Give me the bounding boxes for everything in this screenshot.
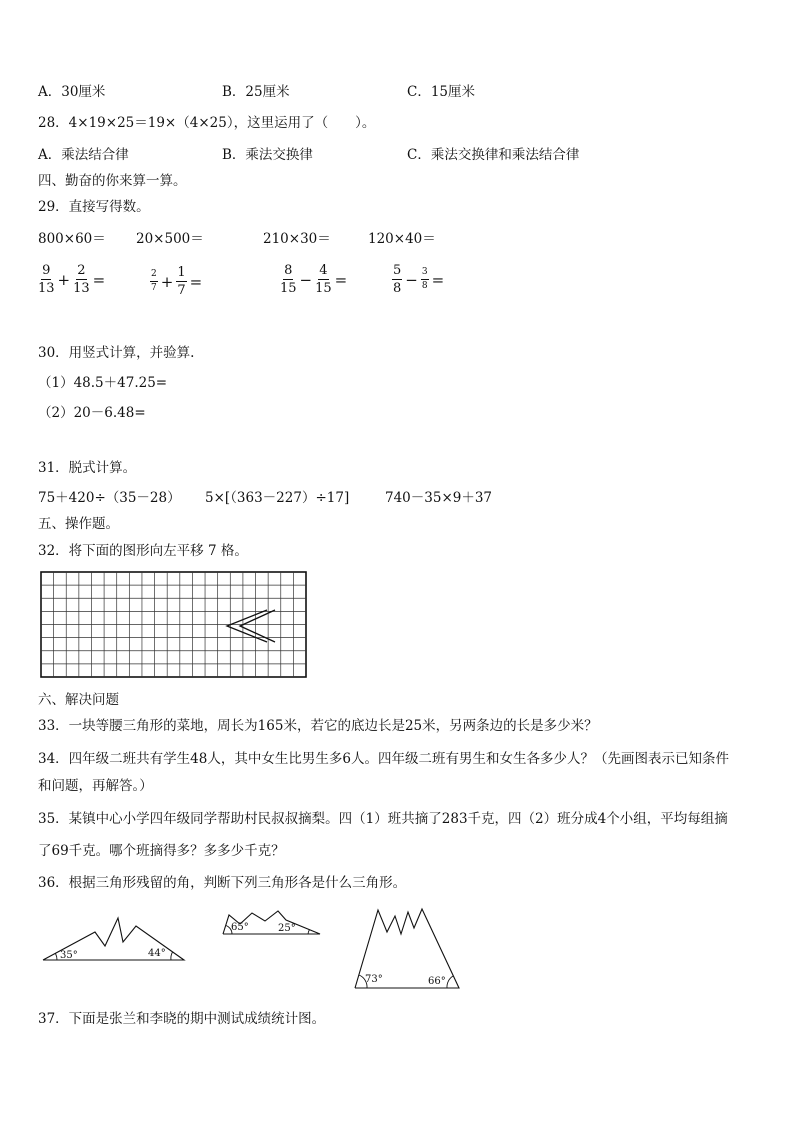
q29-fraction-1: 9 13 + $\frac{2}{13}$ =: [38, 263, 106, 296]
q30-item-2: （2）20－6.48=: [38, 405, 146, 421]
q29-text: 29．直接写得数。: [38, 199, 150, 215]
q30-item-1: （1）48.5＋47.25=: [38, 375, 168, 391]
q30-text: 30．用竖式计算，并验算.: [38, 345, 195, 361]
q29-fraction-4: 5 8 − $\frac{3}{8}$ =: [393, 263, 445, 296]
q29-calc-2: 20×500＝: [136, 231, 204, 247]
q28-option-c: C．乘法交换律和乘法结合律: [407, 147, 580, 163]
q31-expr-2: 5×[（363－227）÷17]: [205, 490, 350, 506]
q37-text: 37．下面是张兰和李晓的期中测试成绩统计图。: [38, 1011, 326, 1027]
arrow-outer-stroke: [227, 610, 267, 642]
q28-option-b: B．乘法交换律: [222, 147, 313, 163]
q36-text: 36．根据三角形残留的角，判断下列三角形各是什么三角形。: [38, 875, 407, 891]
q27-option-b: B．25厘米: [222, 84, 290, 100]
angle-label: 44°: [148, 948, 166, 959]
section-4-heading: 四、勤奋的你来算一算。: [38, 173, 187, 189]
q31-text: 31．脱式计算。: [38, 460, 137, 476]
q28-option-a: A．乘法结合律: [38, 147, 129, 163]
angle-label: 66°: [428, 976, 446, 987]
q34-text-line-2: 和问题，再解答。）: [38, 778, 153, 794]
q29-fraction-3: 8 15 − $\frac{4}{15}$ =: [280, 263, 348, 296]
section-6-heading: 六、解决问题: [38, 692, 119, 708]
q29-calc-1: 800×60＝: [38, 231, 106, 247]
q29-calc-4: 120×40＝: [368, 231, 436, 247]
q27-option-c: C．15厘米: [407, 84, 476, 100]
q32-text: 32．将下面的图形向左平移 7 格。: [38, 543, 248, 559]
angle-label: 73°: [365, 974, 383, 985]
q36-triangle-3: [352, 906, 464, 992]
q35-text-line-1: 35．某镇中心小学四年级同学帮助村民叔叔摘梨。四（1）班共摘了283千克，四（2）班分成4个小组，平均每组摘: [38, 811, 728, 827]
arrow-inner-stroke: [240, 610, 275, 642]
q34-text-line-1: 34．四年级二班共有学生48人，其中女生比男生多6人。四年级二班有男生和女生各多少人？（先画图表示已知条件: [38, 751, 729, 767]
q27-option-a: A．30厘米: [38, 84, 106, 100]
q29-calc-3: 210×30＝: [263, 231, 331, 247]
q35-text-line-2: 了69千克。哪个班摘得多？多多少千克？: [38, 843, 285, 859]
angle-label: 25°: [278, 923, 296, 934]
section-5-heading: 五、操作题。: [38, 516, 119, 532]
q36-triangle-1: [40, 910, 188, 966]
angle-label: 35°: [60, 950, 78, 961]
q32-grid-figure: [40, 571, 308, 679]
q29-fraction-2: 2 7 + $\frac{1}{7}$ =: [151, 265, 203, 298]
q33-text: 33．一块等腰三角形的菜地，周长为165米，若它的底边长是25米，另两条边的长是多少米？: [38, 718, 598, 734]
q31-expr-1: 75＋420÷（35－28）: [38, 490, 181, 506]
q36-triangle-2: [220, 908, 324, 938]
q28-text: 28．4×19×25＝19×（4×25），这里运用了（ ）。: [38, 115, 376, 131]
angle-label: 65°: [231, 922, 249, 933]
q31-expr-3: 740－35×9＋37: [385, 490, 493, 506]
